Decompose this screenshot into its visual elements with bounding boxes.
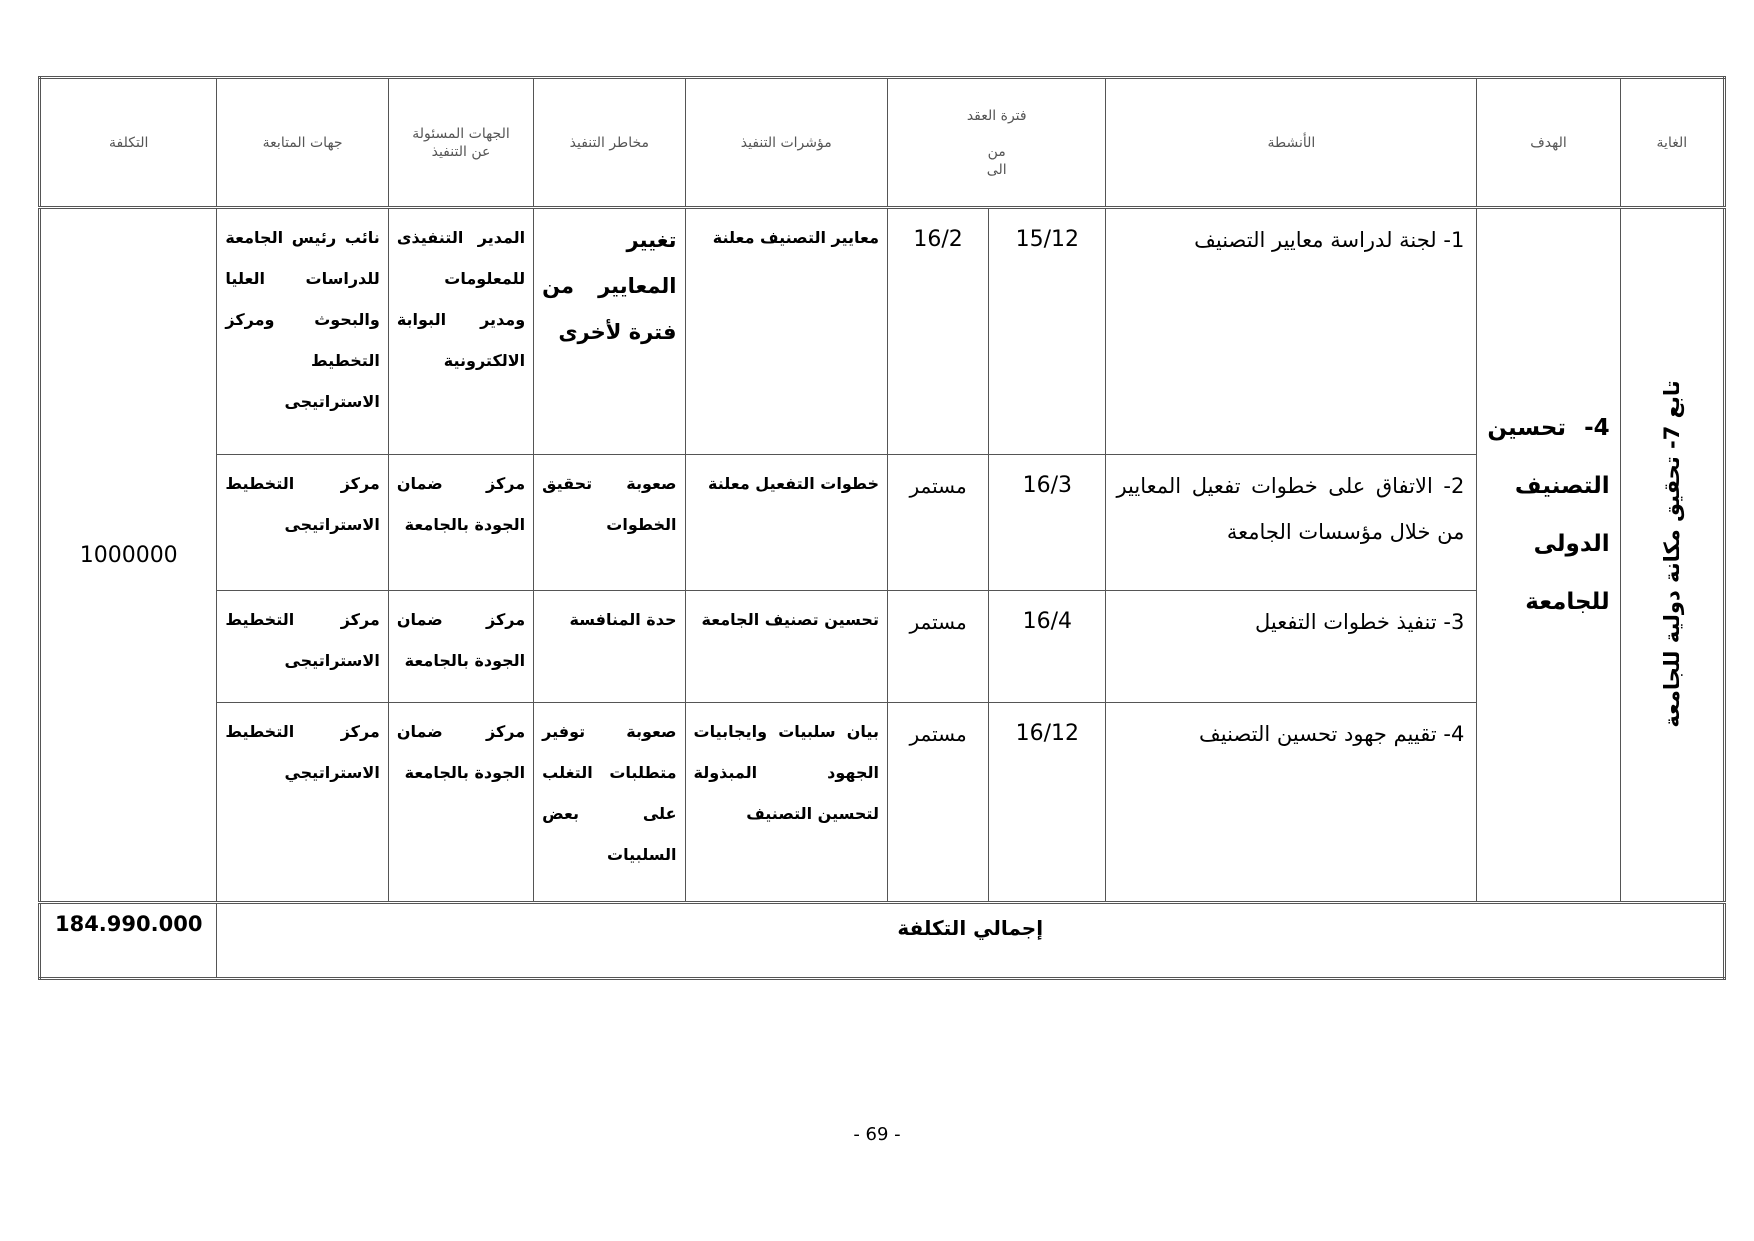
indicator-cell: خطوات التفعيل معلنة	[708, 474, 879, 494]
activity-cell: 2- الاتفاق على خطوات تفعيل المعايير من خلال مؤسسات الجامعة	[1116, 474, 1465, 545]
header-responsible: الجهات المسئولة عن التنفيذ	[388, 78, 533, 208]
followup-cell: نائب رئيس الجامعة للدراسات العليا والبحوث ومركز التخطيط الاستراتيجى	[225, 228, 380, 412]
header-aim: الغاية	[1620, 78, 1724, 208]
indicator-cell: بيان سلبيات وايجابيات الجهود المبذولة لتحسين التصنيف	[693, 722, 879, 824]
to-cell: مستمر	[909, 474, 967, 499]
cost-cell: 1000000	[40, 208, 217, 903]
total-row	[40, 902, 1725, 978]
header-followup: جهات المتابعة	[217, 78, 388, 208]
followup-cell: مركز التخطيط الاستراتيجى	[225, 609, 380, 670]
header-activities: الأنشطة	[1106, 78, 1477, 208]
plan-table	[38, 76, 1726, 980]
header-period-to: الى	[986, 161, 1007, 178]
header-period-title: فترة العقد	[966, 107, 1027, 124]
goal-cell: 4- تحسين التصنيف الدولى للجامعة	[1487, 415, 1610, 616]
page-number: - 69 -	[853, 1124, 901, 1145]
activity-cell: 4- تقييم جهود تحسين التصنيف	[1199, 722, 1465, 747]
aim-cell	[1620, 208, 1724, 903]
followup-cell: مركز التخطيط الاستراتيجى	[225, 474, 380, 535]
indicator-cell: معايير التصنيف معلنة	[712, 228, 879, 248]
risk-cell: صعوبة تحقيق الخطوات	[542, 474, 677, 535]
goal-cell-wrap	[1477, 208, 1620, 903]
header-cost: التكلفة	[40, 78, 217, 208]
from-cell: 16/12	[1015, 721, 1080, 747]
followup-cell: مركز التخطيط الاستراتيجي	[225, 722, 380, 783]
header-risks: مخاطر التنفيذ	[534, 78, 685, 208]
header-row	[40, 78, 1725, 208]
to-cell: مستمر	[909, 609, 967, 634]
total-label: إجمالي التكلفة	[217, 902, 1725, 978]
table-row	[40, 590, 1725, 702]
header-period-from: من	[987, 143, 1006, 160]
from-cell: 16/3	[1022, 473, 1073, 499]
responsible-cell: المدير التنفيذى للمعلومات ومدير البوابة الالكترونية	[396, 228, 526, 371]
responsible-cell: مركز ضمان الجودة بالجامعة	[396, 722, 526, 783]
header-period	[887, 78, 1106, 208]
from-cell: 15/12	[1015, 227, 1080, 253]
table-row	[40, 208, 1725, 455]
table-row	[40, 455, 1725, 590]
activity-cell: 3- تنفيذ خطوات التفعيل	[1254, 609, 1465, 634]
indicator-cell: تحسين تصنيف الجامعة	[701, 609, 879, 629]
risk-cell: حدة المنافسة	[569, 609, 677, 629]
from-cell: 16/4	[1022, 608, 1073, 634]
responsible-cell: مركز ضمان الجودة بالجامعة	[396, 609, 526, 670]
to-cell: مستمر	[909, 722, 967, 747]
header-goal: الهدف	[1477, 78, 1620, 208]
responsible-cell: مركز ضمان الجودة بالجامعة	[396, 474, 526, 535]
aim-text: تابع 7- تحقيق مكانة دولية للجامعة	[1659, 380, 1684, 728]
activity-cell: 1- لجنة لدراسة معايير التصنيف	[1194, 228, 1465, 253]
header-indicators: مؤشرات التنفيذ	[685, 78, 887, 208]
table-row	[40, 703, 1725, 903]
total-value: 184.990.000	[40, 902, 217, 978]
to-cell: 16/2	[913, 227, 963, 253]
risk-cell: تغيير المعايير من فترة لأخرى	[542, 228, 677, 345]
risk-cell: صعوبة توفير متطلبات التغلب على بعض السلبيات	[542, 722, 677, 865]
